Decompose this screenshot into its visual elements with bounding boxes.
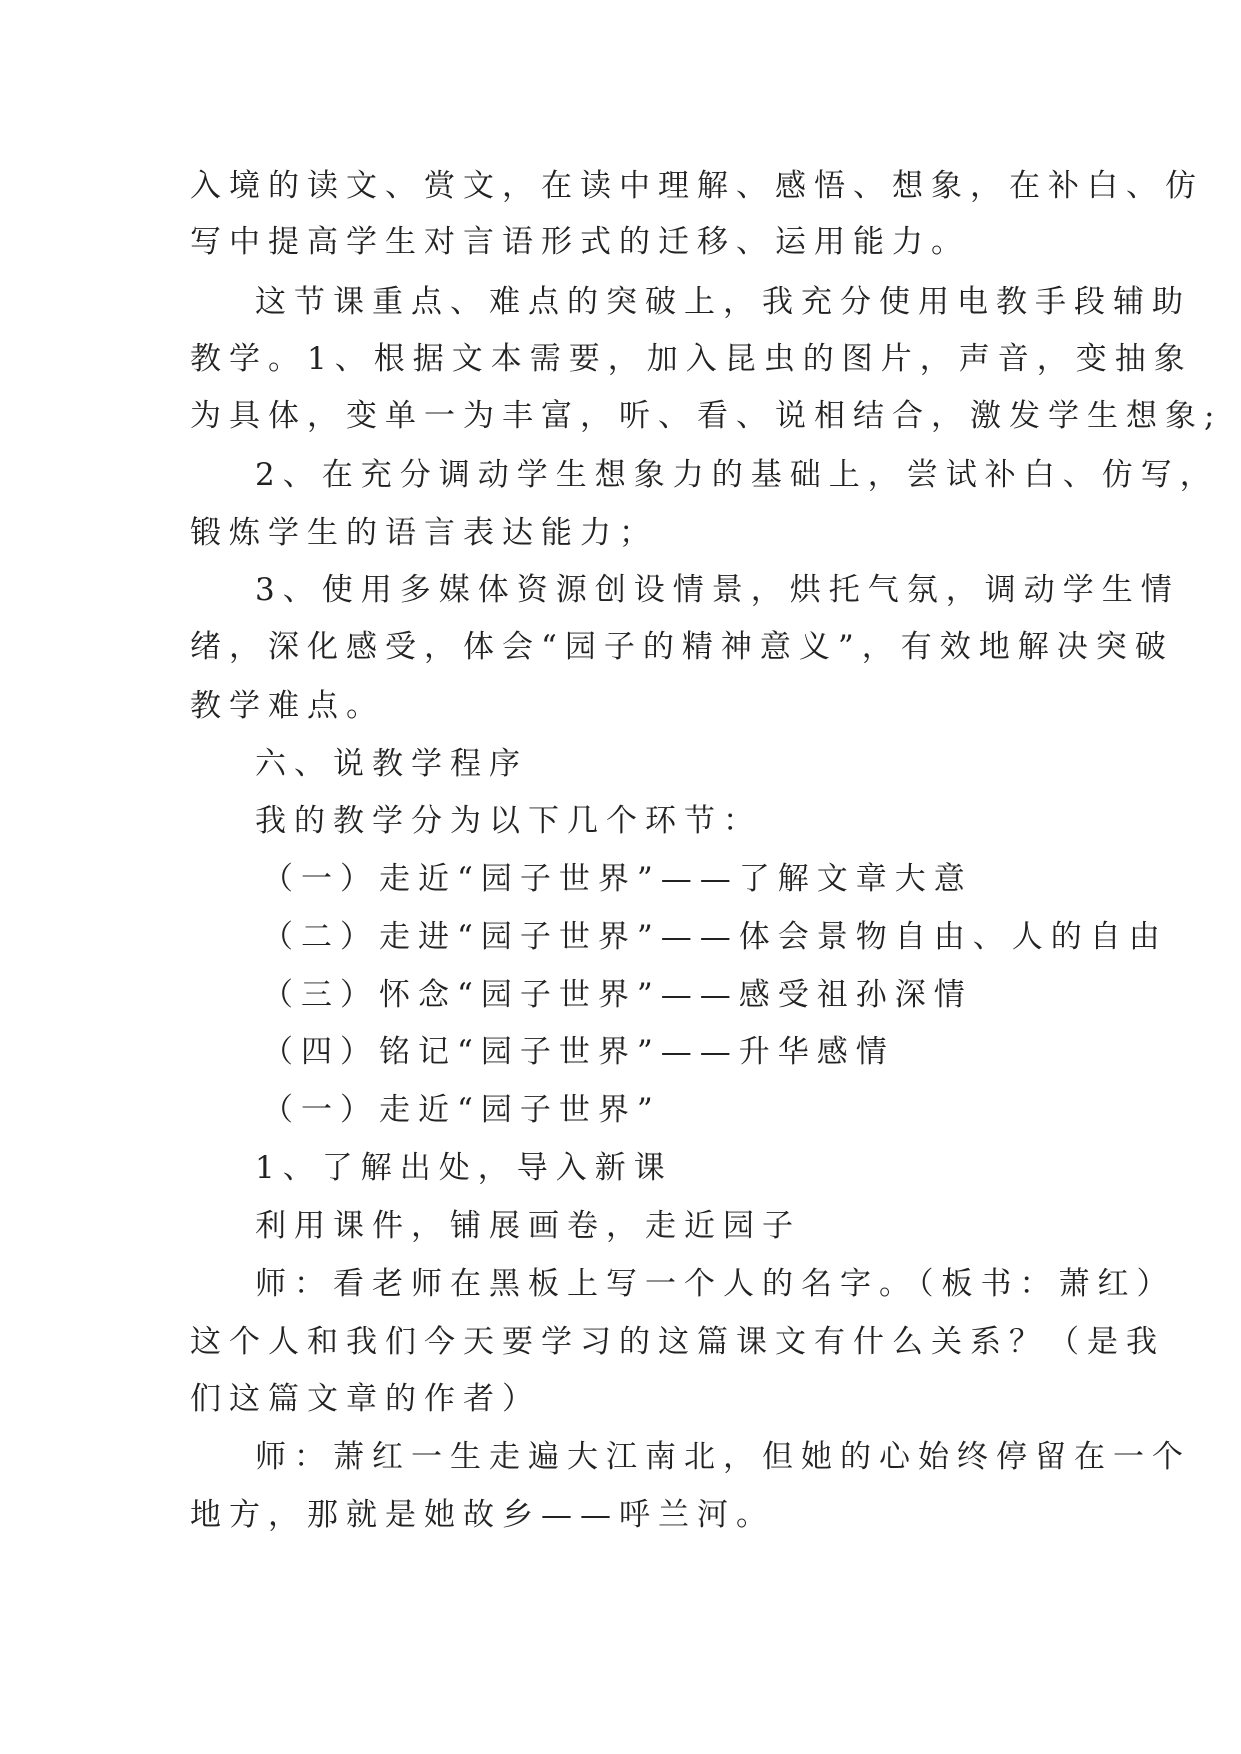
text-line: 2、在充分调动学生想象力的基础上，尝试补白、仿写， — [255, 457, 1219, 493]
text-line: 绪，深化感受，体会“园子的精神意义”，有效地解决突破 — [190, 629, 1174, 665]
text-line: 为具体，变单一为丰富，听、看、说相结合，激发学生想象; — [190, 398, 1223, 434]
text-line: 3、使用多媒体资源创设情景，烘托气氛，调动学生情 — [255, 572, 1180, 608]
text-line: 利用课件，铺展画卷，走近园子 — [255, 1208, 801, 1244]
text-line: 我的教学分为以下几个环节： — [255, 803, 762, 839]
text-line: 们这篇文章的作者） — [190, 1381, 541, 1417]
text-line: 师：看老师在黑板上写一个人的名字。（板书：萧红） — [255, 1266, 1176, 1302]
text-line: 写中提高学生对言语形式的迁移、运用能力。 — [190, 224, 970, 260]
text-line: 1、了解出处，导入新课 — [255, 1150, 673, 1186]
section-heading: 六、说教学程序 — [255, 746, 528, 782]
text-line: 教学。1、根据文本需要，加入昆虫的图片，声音，变抽象 — [190, 341, 1193, 377]
list-item: （四）铭记“园子世界”——升华感情 — [262, 1034, 895, 1070]
list-item: （三）怀念“园子世界”——感受祖孙深情 — [262, 977, 973, 1013]
subsection-heading: （一）走近“园子世界” — [262, 1092, 661, 1128]
text-line: 这节课重点、难点的突破上，我充分使用电教手段辅助 — [255, 284, 1191, 320]
text-line: 教学难点。 — [190, 688, 385, 724]
text-line: 锻炼学生的语言表达能力； — [190, 515, 658, 551]
list-item: （一）走近“园子世界”——了解文章大意 — [262, 861, 973, 897]
list-item: （二）走进“园子世界”——体会景物自由、人的自由 — [262, 919, 1168, 955]
text-line: 地方，那就是她故乡——呼兰河。 — [190, 1497, 775, 1533]
text-line: 入境的读文、赏文，在读中理解、感悟、想象，在补白、仿 — [190, 168, 1204, 204]
text-line: 这个人和我们今天要学习的这篇课文有什么关系？（是我 — [190, 1324, 1165, 1360]
text-line: 师：萧红一生走遍大江南北，但她的心始终停留在一个 — [255, 1439, 1191, 1475]
